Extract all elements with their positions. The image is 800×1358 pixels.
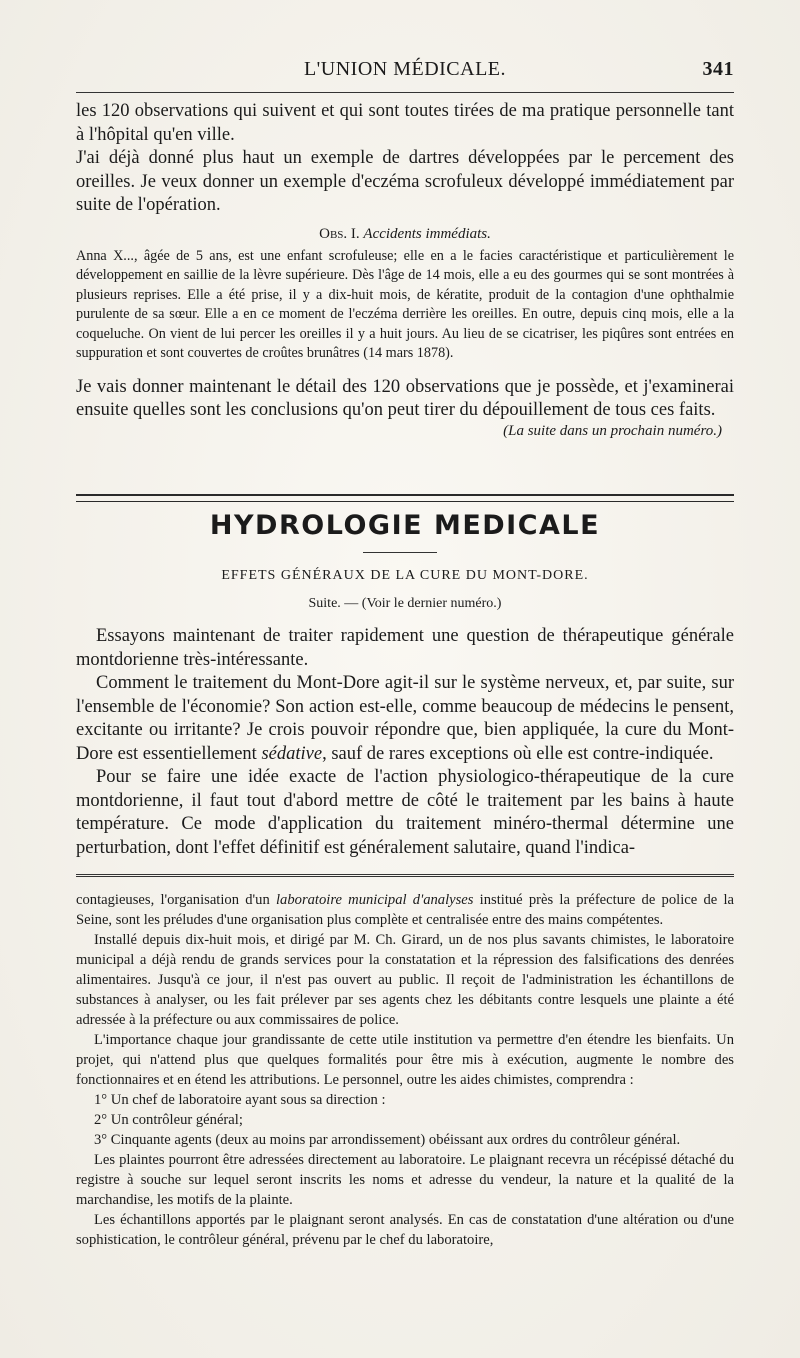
- article-continuation: [76, 100, 734, 440]
- running-head: [76, 58, 734, 86]
- personnel-list: [76, 1090, 734, 1150]
- section-subtitle: EFFETS GÉNÉRAUX DE LA CURE DU MONT-DORE.: [221, 568, 589, 583]
- page-number: 341: [702, 58, 734, 80]
- header-rule: [76, 92, 734, 93]
- footnote-paragraph-1: [76, 890, 734, 930]
- list-item: 2° Un contrôleur général;: [94, 1112, 243, 1128]
- section-note: Suite. — (Voir le dernier numéro.): [308, 596, 502, 611]
- observation-label: Obs. I.: [319, 225, 360, 242]
- section-divider: [76, 494, 734, 502]
- hydrologie-paragraph-2-a: Comment le traitement du Mont-Dore agit-il sur le système nerveux, et, par suite, sur l'ensemble de l'économie? Son action est-elle, comme beaucoup de médecins le pensent, excitante ou irritante? Je crois pouvoir répondre que, bien appliquée, la cure du Mont-Dore est essentiellement: [76, 673, 734, 764]
- observation-title: Accidents immédiats.: [363, 225, 491, 242]
- hydrologie-paragraph-2: [76, 672, 734, 766]
- journal-title: L'UNION MÉDICALE.: [303, 58, 507, 80]
- intro-paragraph-2: J'ai déjà donné plus haut un exemple de dartres développées par le percement des oreilles. Je veux donner un exemple d'eczéma scrofuleux développé immédiatement par suite de l'opération.: [76, 148, 734, 215]
- footnote-1-b: institué près la préfecture de police de la Seine, sont les préludes d'une organisation plus complète et centralisée entre des mains compétentes.: [76, 892, 734, 928]
- hydrologie-paragraph-2-b: , sauf de rares exceptions où elle est contre-indiquée.: [322, 743, 714, 764]
- footnote-paragraph-3: L'importance chaque jour grandissante de cette utile institution va permettre d'en étendre les bienfaits. Un projet, qui n'attend plus que quelques formalités pour être mis à exécution, augmente le nombre des fonctionnaires et en étend les attributions. Le personnel, outre les aides chimistes, comprendra :: [76, 1032, 734, 1088]
- hydrologie-body: [76, 625, 734, 860]
- closing-paragraph: Je vais donner maintenant le détail des 120 observations que je possède, et j'examinerai ensuite quelles sont les conclusions qu'on peut tirer du dépouillement de tous ces faits.: [76, 376, 734, 420]
- footnote-rule: [76, 874, 734, 877]
- hydrologie-paragraph-1: Essayons maintenant de traiter rapidement une question de thérapeutique générale montdorienne très-intéressante.: [76, 626, 734, 670]
- hydrologie-emphasis: sédative: [261, 743, 323, 764]
- list-item: 3° Cinquante agents (deux au moins par arrondissement) obéissant aux ordres du contrôleur général.: [94, 1132, 681, 1148]
- footnote-paragraph-4: Les plaintes pourront être adressées directement au laboratoire. Le plaignant recevra un récépissé détaché du registre à souche sur lequel seront inscrits les noms et adresse du vendeur, la nature et la qualité de la marchandise, les motifs de la plainte.: [76, 1152, 734, 1208]
- footnote-paragraph-5: Les échantillons apportés par le plaignant seront analysés. En cas de constatation d'une altération ou d'une sophistication, le contrôleur général, prévenu par le chef du laboratoire,: [76, 1212, 734, 1248]
- observation-heading: [76, 226, 734, 243]
- section-title: HYDROLOGIE MEDICALE: [209, 510, 601, 541]
- title-rule: [363, 552, 437, 553]
- observation-text: Anna X..., âgée de 5 ans, est une enfant scrofuleuse; elle en a le facies caractéristique et particulièrement le développement en saillie de la lèvre supérieure. Dès l'âge de 14 mois, elle a eu des gourmes qui se sont montrées à plusieurs reprises. Elle a été prise, il y a dix-huit mois, de kératite, produit de la contagion d'une ophthalmie purulente de sa sœur. Elle a en ce moment de l'eczéma derrière les oreilles. En outre, depuis cinq mois, elle a la coqueluche. On vient de lui percer les oreilles il y a huit jours. Au lieu de se cicatriser, les piqûres sont entrées en suppuration et sont couvertes de croûtes brunâtres (14 mars 1878).: [76, 247, 734, 361]
- list-item: 1° Un chef de laboratoire ayant sous sa direction :: [94, 1092, 386, 1108]
- hydrologie-paragraph-3: Pour se faire une idée exacte de l'action physiologico-thérapeutique de la cure montdorienne, il faut tout d'abord mettre de côté le traitement par les bains à haute température. Ce mode d'application du traitement minéro-thermal détermine une perturbation, dont l'effet définitif est généralement salutaire, quand l'indica-: [76, 767, 734, 858]
- footnote-1-a: contagieuses, l'organisation d'un: [76, 892, 276, 908]
- footnote: [76, 890, 734, 1250]
- footnote-emphasis: laboratoire municipal d'analyses: [276, 892, 474, 908]
- intro-paragraph-1: les 120 observations qui suivent et qui sont toutes tirées de ma pratique personnelle tant à l'hôpital qu'en ville.: [76, 101, 734, 145]
- continuation-note: (La suite dans un prochain numéro.): [503, 422, 722, 439]
- footnote-paragraph-2: Installé depuis dix-huit mois, et dirigé par M. Ch. Girard, un de nos plus savants chimistes, le laboratoire municipal a déjà rendu de grands services pour la constatation et la répression des falsifications des denrées alimentaires. Jusqu'à ce jour, il n'est pas ouvert au public. Il reçoit de l'administration les échantillons de substances à analyser, ou les fait prélever par ses agents chez les débitants contre lesquels une plainte a été adressée à la préfecture ou aux commissaires de police.: [76, 932, 734, 1028]
